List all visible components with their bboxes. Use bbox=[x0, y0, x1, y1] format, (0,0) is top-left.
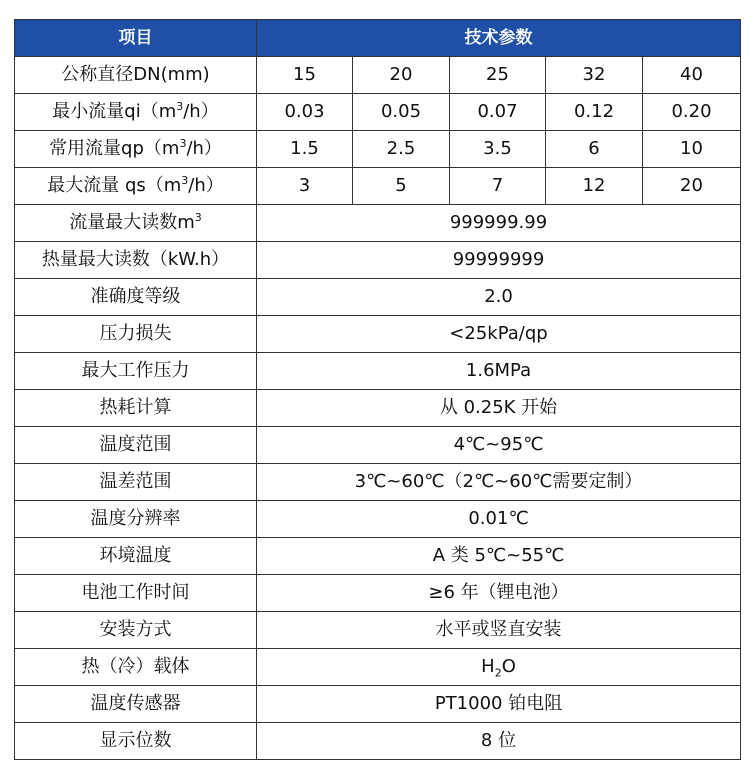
cell-value: 99999999 bbox=[257, 242, 741, 279]
cell-value: 15 bbox=[257, 57, 353, 94]
table-row-installation bbox=[15, 612, 741, 649]
row-label: 安装方式 bbox=[15, 612, 257, 649]
row-label: 温度传感器 bbox=[15, 686, 257, 723]
row-label: 热耗计算 bbox=[15, 390, 257, 427]
cell-value: 7 bbox=[450, 168, 546, 205]
cell-value: 999999.99 bbox=[257, 205, 741, 242]
table-row-qp bbox=[15, 131, 741, 168]
table-row-temp-range bbox=[15, 427, 741, 464]
cell-value: 水平或竖直安装 bbox=[257, 612, 741, 649]
cell-value: 20 bbox=[353, 57, 450, 94]
table-row-qs bbox=[15, 168, 741, 205]
table-row-dn bbox=[15, 57, 741, 94]
table-row-max-pressure bbox=[15, 353, 741, 390]
table-row-battery-life bbox=[15, 575, 741, 612]
table-row-display-digits bbox=[15, 723, 741, 760]
cell-value: 1.5 bbox=[257, 131, 353, 168]
header-item: 项目 bbox=[15, 20, 257, 57]
cell-value: ≥6 年（锂电池） bbox=[257, 575, 741, 612]
cell-value: 40 bbox=[643, 57, 741, 94]
row-label: 公称直径DN(mm) bbox=[15, 57, 257, 94]
header-params: 技术参数 bbox=[257, 20, 741, 57]
cell-value: 12 bbox=[546, 168, 643, 205]
cell-value: 0.05 bbox=[353, 94, 450, 131]
table-row-temp-sensor bbox=[15, 686, 741, 723]
cell-value: $H_2O$ bbox=[257, 649, 741, 686]
cell-value: 6 bbox=[546, 131, 643, 168]
cell-value: 0.03 bbox=[257, 94, 353, 131]
cell-value: 10 bbox=[643, 131, 741, 168]
table-row-temp-diff-range bbox=[15, 464, 741, 501]
cell-value: 20 bbox=[643, 168, 741, 205]
row-label: 最小流量$qi(m^3/h)$ bbox=[15, 94, 257, 131]
cell-value: 3.5 bbox=[450, 131, 546, 168]
cell-value: <25kPa/qp bbox=[257, 316, 741, 353]
cell-value: 0.12 bbox=[546, 94, 643, 131]
cell-value: A 类 5℃~55℃ bbox=[257, 538, 741, 575]
table-row-carrier bbox=[15, 649, 741, 686]
row-label: 常用流量$qp(m^3/h)$ bbox=[15, 131, 257, 168]
cell-value: PT1000 铂电阻 bbox=[257, 686, 741, 723]
cell-value: 3℃~60℃（2℃~60℃需要定制） bbox=[257, 464, 741, 501]
cell-value: 1.6MPa bbox=[257, 353, 741, 390]
row-label: 显示位数 bbox=[15, 723, 257, 760]
row-label: 温差范围 bbox=[15, 464, 257, 501]
row-label: 热量最大读数（kW.h） bbox=[15, 242, 257, 279]
row-label: 电池工作时间 bbox=[15, 575, 257, 612]
table-row-accuracy bbox=[15, 279, 741, 316]
row-label: 准确度等级 bbox=[15, 279, 257, 316]
table-row-max-heat-reading bbox=[15, 242, 741, 279]
header-row bbox=[15, 20, 741, 57]
table-row-max-flow-reading bbox=[15, 205, 741, 242]
row-label: 环境温度 bbox=[15, 538, 257, 575]
cell-value: 3 bbox=[257, 168, 353, 205]
row-label: 温度范围 bbox=[15, 427, 257, 464]
cell-value: 0.07 bbox=[450, 94, 546, 131]
cell-value: 8 位 bbox=[257, 723, 741, 760]
spec-table bbox=[14, 19, 741, 760]
table-row-temp-resolution bbox=[15, 501, 741, 538]
cell-value: 4℃~95℃ bbox=[257, 427, 741, 464]
cell-value: 5 bbox=[353, 168, 450, 205]
table-row-qi bbox=[15, 94, 741, 131]
cell-value: 2.0 bbox=[257, 279, 741, 316]
cell-value: 0.20 bbox=[643, 94, 741, 131]
row-label: 热（冷）载体 bbox=[15, 649, 257, 686]
row-label: 温度分辨率 bbox=[15, 501, 257, 538]
cell-value: 0.01℃ bbox=[257, 501, 741, 538]
cell-value: 32 bbox=[546, 57, 643, 94]
row-label: 最大工作压力 bbox=[15, 353, 257, 390]
table-row-pressure-loss bbox=[15, 316, 741, 353]
table-row-heat-calc bbox=[15, 390, 741, 427]
table-row-ambient-temp bbox=[15, 538, 741, 575]
cell-value: 2.5 bbox=[353, 131, 450, 168]
cell-value: 从 0.25K 开始 bbox=[257, 390, 741, 427]
cell-value: 25 bbox=[450, 57, 546, 94]
row-label: 流量最大读数$m^3$ bbox=[15, 205, 257, 242]
row-label: 压力损失 bbox=[15, 316, 257, 353]
row-label: 最大流量 $qs(m^3/h)$ bbox=[15, 168, 257, 205]
